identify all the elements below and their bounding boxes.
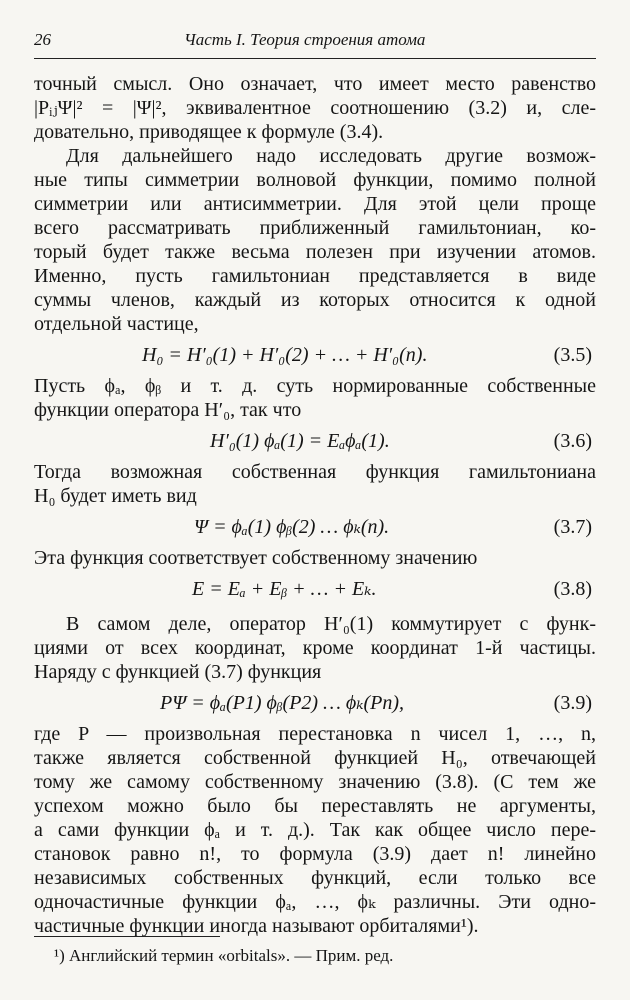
text-line: Для дальнейшего надо исследовать другие возмож- <box>66 145 596 167</box>
equation-expression: H′₀(1) ϕₐ(1) = Eₐϕₐ(1). <box>210 430 390 452</box>
text-line: становок равно n!, то формула (3.9) дает n! линейно <box>34 843 596 865</box>
text-line: также является собственной функцией H₀, отвечающей <box>34 747 596 769</box>
equation-expression: E = Eₐ + Eᵦ + … + Eₖ. <box>192 578 377 600</box>
text-line: довательно, приводящее к формуле (3.4). <box>34 121 384 143</box>
text-line: Именно, пусть гамильтониан представляется в виде <box>34 265 596 287</box>
text-line: а сами функции ϕₐ и т. д.). Так как общее число пере- <box>34 819 596 841</box>
text-line: Пусть ϕₐ, ϕᵦ и т. д. суть нормированные собственные <box>34 375 596 397</box>
text-line: H₀ будет иметь вид <box>34 485 197 507</box>
equation-number: (3.7) <box>553 516 592 538</box>
equation <box>34 422 596 460</box>
text-line: всего рассматривать приближенный гамильтониан, ко- <box>34 217 596 239</box>
page-body <box>34 72 596 938</box>
header-rule <box>34 58 596 59</box>
equation-number: (3.5) <box>553 344 592 366</box>
text-line: ные типы симметрии волновой функции, помимо полной <box>34 169 596 191</box>
equation-expression: Ψ = ϕₐ(1) ϕᵦ(2) … ϕₖ(n). <box>194 516 390 538</box>
text-line: циями от всех координат, кроме координат 1-й частицы. <box>34 637 596 659</box>
text-line: успехом можно было бы переставлять не аргументы, <box>34 795 596 817</box>
equation-number: (3.6) <box>553 430 592 452</box>
text-line: точный смысл. Оно означает, что имеет место равенство <box>34 73 596 95</box>
footnote-rule <box>34 936 220 937</box>
text-line: симметрии или антисимметрии. Для этой цели проще <box>34 193 596 215</box>
text-line: В самом деле, оператор H′₀(1) коммутирует с функ- <box>66 613 596 635</box>
text-line: Тогда возможная собственная функция гамильтониана <box>34 461 596 483</box>
footnote: ¹) Английский термин «orbitals». — Прим. ред. <box>54 946 394 965</box>
text-line: Наряду с функцией (3.7) функция <box>34 661 322 683</box>
equation <box>34 570 596 608</box>
text-line: независимых собственных функций, если только все <box>34 867 596 889</box>
running-title: Часть I. Теория строения атома <box>184 30 426 49</box>
text-line: отдельной частице, <box>34 313 199 335</box>
text-line: одночастичные функции ϕₐ, …, ϕₖ различны. Эти одно- <box>34 891 596 913</box>
equation-number: (3.9) <box>553 692 592 714</box>
text-line: суммы членов, каждый из которых относится к одной <box>34 289 596 311</box>
equation <box>34 508 596 546</box>
text-line: Эта функция соответствует собственному значению <box>34 547 478 569</box>
text-line: торый будет также весьма полезен при изучении атомов. <box>34 241 596 263</box>
text-line: |PᵢⱼΨ|² = |Ψ|², эквивалентное соотношению (3.2) и, сле- <box>34 97 596 119</box>
text-line: тому же самому собственному значению (3.8). (С тем же <box>34 771 596 793</box>
equation-expression: PΨ = ϕₐ(P1) ϕᵦ(P2) … ϕₖ(Pn), <box>160 692 405 714</box>
text-line: где P — произвольная перестановка n чисел 1, …, n, <box>34 723 596 745</box>
equation <box>34 336 596 374</box>
equation <box>34 684 596 722</box>
text-line: частичные функции иногда называют орбиталями¹). <box>34 915 479 937</box>
equation-expression: H₀ = H′₀(1) + H′₀(2) + … + H′₀(n). <box>142 344 428 366</box>
equation-number: (3.8) <box>553 578 592 600</box>
page-number: 26 <box>34 30 51 49</box>
text-line: функции оператора H′₀, так что <box>34 399 302 421</box>
